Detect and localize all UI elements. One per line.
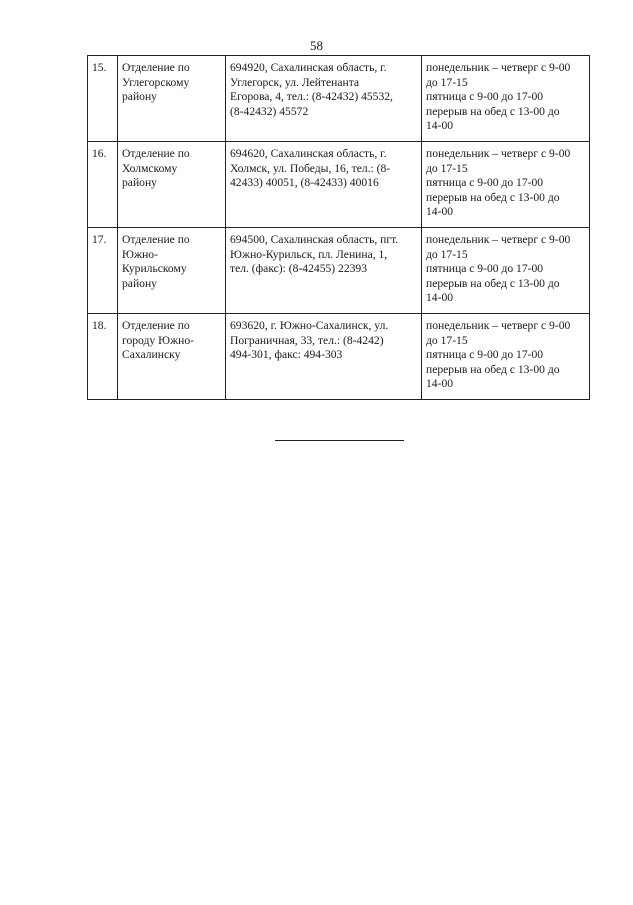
address-line: Пограничная, 33, тел.: (8-4242) (230, 333, 384, 347)
working-hours-line: 14-00 (426, 119, 454, 133)
table-row (88, 56, 590, 142)
row-number-cell (88, 142, 118, 228)
working-hours-line: до 17-15 (426, 333, 468, 347)
table-row (88, 228, 590, 314)
table-row (88, 314, 590, 400)
office-name-line: Южно- (122, 247, 158, 261)
office-name-line: Курильскому (122, 262, 187, 276)
row-number-cell (88, 228, 118, 314)
working-hours-cell (422, 56, 590, 142)
offices-table (87, 55, 590, 400)
address-line: Егорова, 4, тел.: (8-42432) 45532, (230, 90, 393, 104)
working-hours-line: понедельник – четверг с 9-00 (426, 233, 571, 246)
office-name-line: району (122, 276, 157, 290)
working-hours-line: пятница с 9-00 до 17-00 (426, 348, 544, 362)
address-line: 694500, Сахалинская область, пгт. (230, 233, 399, 246)
address-cell (226, 314, 422, 400)
address-line: 694620, Сахалинская область, г. (230, 147, 387, 160)
working-hours-line: понедельник – четверг с 9-00 (426, 61, 571, 74)
working-hours-line: понедельник – четверг с 9-00 (426, 147, 571, 160)
address-line: Холмск, ул. Победы, 16, тел.: (8- (230, 161, 391, 175)
office-name-line: Углегорскому (122, 75, 190, 89)
table-row (88, 142, 590, 228)
row-number: 15. (92, 61, 107, 74)
row-number: 17. (92, 233, 107, 246)
end-of-document-rule (275, 440, 404, 441)
working-hours-line: перерыв на обед с 13-00 до (426, 104, 560, 118)
row-number: 16. (92, 147, 107, 160)
office-name-cell (118, 228, 226, 314)
working-hours-cell (422, 142, 590, 228)
office-name-line: Отделение по (122, 61, 190, 74)
office-name-line: Сахалинску (122, 348, 181, 362)
office-name-line: Отделение по (122, 319, 190, 332)
office-name-cell (118, 142, 226, 228)
working-hours-cell (422, 228, 590, 314)
office-name-line: району (122, 176, 157, 190)
address-line: 693620, г. Южно-Сахалинск, ул. (230, 319, 389, 332)
address-line: 494-301, факс: 494-303 (230, 348, 343, 362)
address-cell (226, 142, 422, 228)
working-hours-line: до 17-15 (426, 75, 468, 89)
address-line: 694920, Сахалинская область, г. (230, 61, 387, 74)
working-hours-line: перерыв на обед с 13-00 до (426, 362, 560, 376)
office-name-line: району (122, 90, 157, 104)
address-line: Южно-Курильск, пл. Ленина, 1, (230, 247, 388, 261)
working-hours-line: перерыв на обед с 13-00 до (426, 190, 560, 204)
address-cell (226, 228, 422, 314)
office-name-cell (118, 314, 226, 400)
office-name-cell (118, 56, 226, 142)
working-hours-line: пятница с 9-00 до 17-00 (426, 176, 544, 190)
working-hours-line: до 17-15 (426, 161, 468, 175)
address-line: Углегорск, ул. Лейтенанта (230, 75, 360, 89)
office-name-line: Отделение по (122, 147, 190, 160)
working-hours-line: до 17-15 (426, 247, 468, 261)
row-number-cell (88, 314, 118, 400)
working-hours-line: перерыв на обед с 13-00 до (426, 276, 560, 290)
office-name-line: Холмскому (122, 161, 178, 175)
office-name-line: городу Южно- (122, 333, 195, 347)
address-line: тел. (факс): (8-42455) 22393 (230, 262, 368, 276)
table-body (88, 56, 590, 400)
row-number-cell (88, 56, 118, 142)
address-line: 42433) 40051, (8-42433) 40016 (230, 176, 379, 190)
address-cell (226, 56, 422, 142)
working-hours-line: пятница с 9-00 до 17-00 (426, 262, 544, 276)
working-hours-line: пятница с 9-00 до 17-00 (426, 90, 544, 104)
row-number: 18. (92, 319, 107, 332)
working-hours-line: 14-00 (426, 291, 454, 305)
office-name-line: Отделение по (122, 233, 190, 246)
page-number: 58 (310, 38, 323, 53)
working-hours-cell (422, 314, 590, 400)
address-line: (8-42432) 45572 (230, 104, 309, 118)
working-hours-line: 14-00 (426, 377, 454, 391)
working-hours-line: 14-00 (426, 205, 454, 219)
working-hours-line: понедельник – четверг с 9-00 (426, 319, 571, 332)
